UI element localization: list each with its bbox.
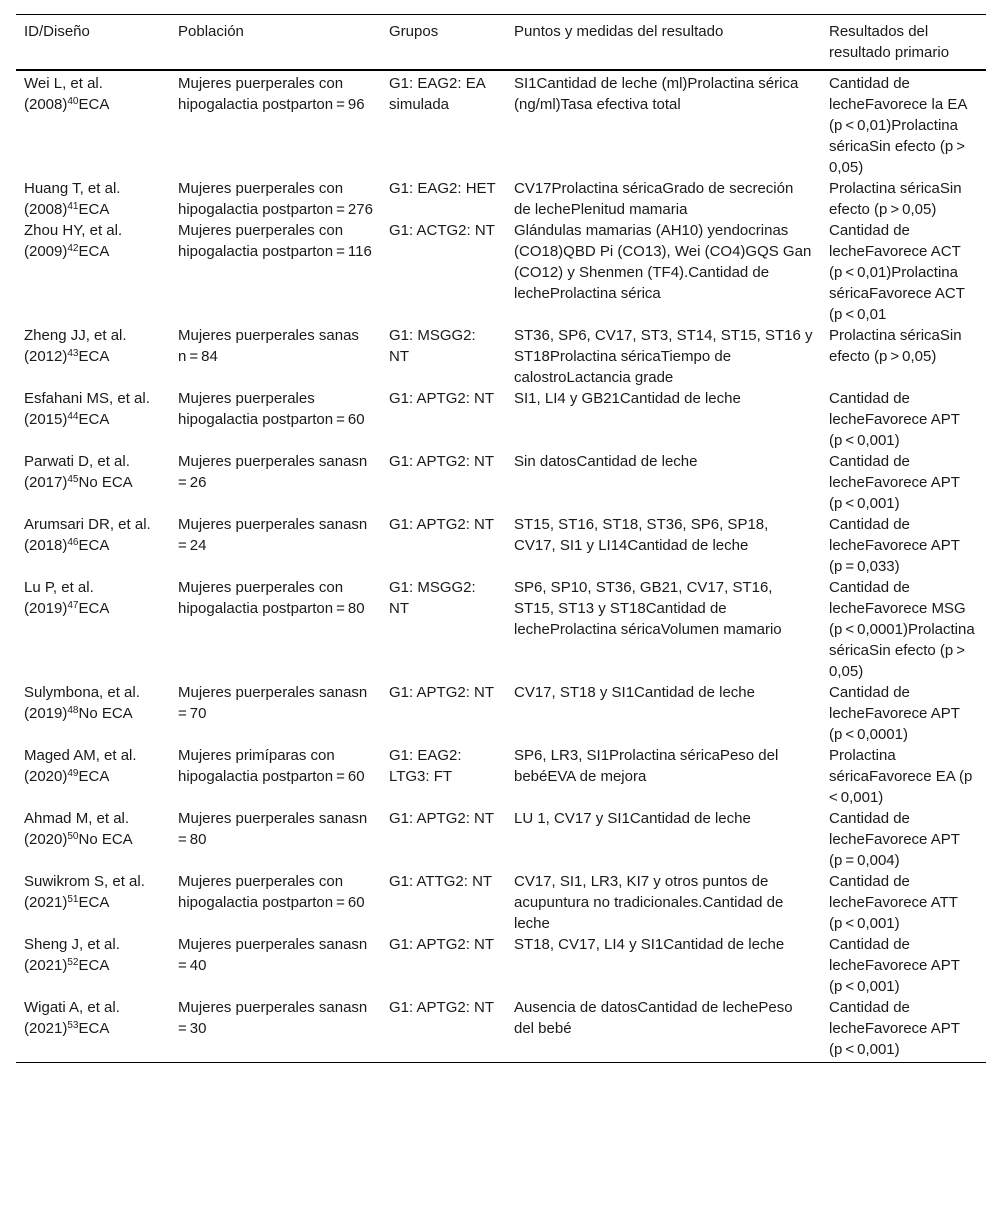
table-row (16, 178, 986, 220)
cell-population (170, 70, 381, 178)
cell-groups-text: G1: ACTG2: NT (389, 222, 495, 239)
cell-results (821, 388, 986, 451)
cell-results (821, 514, 986, 577)
study-author: Parwati D, et al. (2017) (24, 453, 130, 491)
cell-points (506, 514, 821, 577)
cell-population-text: Mujeres puerperales sanasn = 80 (178, 810, 371, 848)
cell-population (170, 997, 381, 1063)
cell-id (16, 871, 170, 934)
table-header (16, 15, 986, 71)
table-row (16, 808, 986, 871)
study-author: Sheng J, et al. (2021) (24, 936, 120, 974)
cell-groups-text: G1: APTG2: NT (389, 810, 495, 827)
cell-results-text: Cantidad de lecheFavorece APT (p < 0,001) (829, 936, 960, 995)
cell-id (16, 220, 170, 325)
cell-groups (381, 514, 506, 577)
reference-number: 49 (67, 768, 79, 779)
cell-groups (381, 220, 506, 325)
study-design: No ECA (78, 474, 133, 491)
header-row (16, 15, 986, 71)
cell-population-text: Mujeres puerperales sanasn = 40 (178, 936, 371, 974)
cell-population-text: Mujeres puerperales hipogalactia postparton = 60 (178, 390, 365, 428)
study-design: ECA (78, 243, 110, 260)
cell-groups-text: G1: APTG2: NT (389, 516, 495, 533)
cell-points (506, 178, 821, 220)
study-author: Suwikrom S, et al. (2021) (24, 873, 145, 911)
cell-id (16, 997, 170, 1063)
cell-points-text: Ausencia de datosCantidad de lechePeso del bebé (514, 999, 793, 1037)
reference-number: 44 (67, 411, 79, 422)
study-design: No ECA (78, 831, 133, 848)
reference-number: 50 (67, 831, 79, 842)
cell-population-text: Mujeres puerperales con hipogalactia postparton = 276 (178, 180, 373, 218)
cell-points-text: SI1, LI4 y GB21Cantidad de leche (514, 390, 741, 407)
cell-groups (381, 70, 506, 178)
table-row (16, 997, 986, 1063)
header-groups: Grupos (389, 23, 439, 40)
cell-groups (381, 577, 506, 682)
study-author: Sulymbona, et al. (2019) (24, 684, 140, 722)
cell-points (506, 871, 821, 934)
cell-results (821, 682, 986, 745)
study-author: Zheng JJ, et al. (2012) (24, 327, 127, 365)
cell-groups-text: G1: APTG2: NT (389, 390, 495, 407)
cell-results (821, 808, 986, 871)
study-design: ECA (78, 1020, 110, 1037)
cell-id (16, 934, 170, 997)
cell-points-text: SP6, LR3, SI1Prolactina séricaPeso del bebéEVA de mejora (514, 747, 779, 785)
cell-points (506, 808, 821, 871)
cell-results (821, 220, 986, 325)
reference-number: 51 (67, 894, 79, 905)
cell-groups-text: G1: MSGG2: NT (389, 579, 476, 617)
document (16, 14, 986, 1063)
cell-population (170, 178, 381, 220)
cell-population-text: Mujeres puerperales con hipogalactia postparton = 80 (178, 579, 365, 617)
reference-number: 52 (67, 957, 79, 968)
cell-groups (381, 808, 506, 871)
header-id: ID/Diseño (24, 23, 90, 40)
cell-population-text: Mujeres puerperales sanas n = 84 (178, 327, 359, 365)
table-row (16, 577, 986, 682)
reference-number: 47 (67, 600, 79, 611)
cell-population (170, 325, 381, 388)
cell-population-text: Mujeres puerperales con hipogalactia postparton = 96 (178, 75, 365, 113)
cell-results (821, 70, 986, 178)
cell-id (16, 388, 170, 451)
header-results: Resultados del resultado primario (829, 23, 950, 61)
cell-results (821, 871, 986, 934)
cell-population-text: Mujeres primíparas con hipogalactia postparton = 60 (178, 747, 365, 785)
table-row (16, 451, 986, 514)
cell-id (16, 745, 170, 808)
table-row (16, 514, 986, 577)
cell-groups-text: G1: APTG2: NT (389, 999, 495, 1016)
table-row (16, 682, 986, 745)
table-row (16, 745, 986, 808)
cell-population (170, 451, 381, 514)
cell-points-text: LU 1, CV17 y SI1Cantidad de leche (514, 810, 751, 827)
cell-results-text: Cantidad de lecheFavorece APT (p < 0,0001) (829, 684, 960, 743)
cell-groups-text: G1: EAG2: LTG3: FT (389, 747, 462, 785)
cell-id (16, 514, 170, 577)
cell-results-text: Cantidad de lecheFavorece APT (p = 0,033) (829, 516, 960, 575)
study-design: ECA (78, 894, 110, 911)
cell-groups (381, 325, 506, 388)
cell-points-text: SI1Cantidad de leche (ml)Prolactina sérica (ng/ml)Tasa efectiva total (514, 75, 799, 113)
cell-results-text: Cantidad de lecheFavorece APT (p = 0,004) (829, 810, 960, 869)
study-author: Arumsari DR, et al. (2018) (24, 516, 151, 554)
cell-points (506, 997, 821, 1063)
cell-population-text: Mujeres puerperales sanasn = 26 (178, 453, 371, 491)
cell-groups (381, 871, 506, 934)
cell-id (16, 70, 170, 178)
cell-id (16, 577, 170, 682)
cell-results-text: Cantidad de lecheFavorece ATT (p < 0,001) (829, 873, 958, 932)
cell-points-text: CV17, ST18 y SI1Cantidad de leche (514, 684, 755, 701)
cell-population (170, 934, 381, 997)
cell-groups (381, 451, 506, 514)
cell-id (16, 178, 170, 220)
cell-population-text: Mujeres puerperales con hipogalactia postparton = 60 (178, 873, 365, 911)
cell-results-text: Cantidad de lecheFavorece APT (p < 0,001) (829, 390, 960, 449)
cell-groups-text: G1: EAG2: HET (389, 180, 496, 197)
cell-population-text: Mujeres puerperales sanasn = 70 (178, 684, 371, 722)
study-author: Wigati A, et al. (2021) (24, 999, 120, 1037)
reference-number: 46 (67, 537, 79, 548)
cell-population-text: Mujeres puerperales sanasn = 24 (178, 516, 371, 554)
cell-points-text: Glándulas mamarias (AH10) yendocrinas (CO18)QBD Pi (CO13), Wei (CO4)GQS Gan (CO12) y Shenmen (TF4).Cantidad de lecheProlactina sérica (514, 222, 812, 302)
cell-population (170, 682, 381, 745)
cell-groups-text: G1: APTG2: NT (389, 684, 495, 701)
reference-number: 40 (67, 96, 79, 107)
study-author: Zhou HY, et al. (2009) (24, 222, 123, 260)
cell-results (821, 577, 986, 682)
cell-results (821, 934, 986, 997)
cell-results-text: Prolactina séricaSin efecto (p > 0,05) (829, 180, 962, 218)
cell-groups (381, 682, 506, 745)
cell-points-text: ST36, SP6, CV17, ST3, ST14, ST15, ST16 y ST18Prolactina séricaTiempo de calostroLactancia grade (514, 327, 813, 386)
cell-results-text: Cantidad de lecheFavorece la EA (p < 0,01)Prolactina séricaSin efecto (p > 0,05) (829, 75, 968, 176)
cell-population (170, 745, 381, 808)
cell-points (506, 577, 821, 682)
cell-groups-text: G1: APTG2: NT (389, 936, 495, 953)
study-author: Ahmad M, et al. (2020) (24, 810, 130, 848)
study-author: Huang T, et al. (2008) (24, 180, 121, 218)
study-design: ECA (78, 348, 110, 365)
header-points: Puntos y medidas del resultado (514, 23, 724, 40)
cell-points (506, 451, 821, 514)
cell-points (506, 388, 821, 451)
cell-points (506, 682, 821, 745)
table-row (16, 934, 986, 997)
cell-groups (381, 178, 506, 220)
cell-id (16, 682, 170, 745)
cell-results-text: Prolactina séricaFavorece EA (p < 0,001) (829, 747, 976, 806)
study-author: Maged AM, et al. (2020) (24, 747, 137, 785)
reference-number: 42 (67, 243, 79, 254)
table-row (16, 220, 986, 325)
reference-number: 48 (67, 705, 79, 716)
cell-groups-text: G1: APTG2: NT (389, 453, 495, 470)
cell-points-text: ST15, ST16, ST18, ST36, SP6, SP18, CV17, SI1 y LI14Cantidad de leche (514, 516, 769, 554)
cell-results (821, 451, 986, 514)
cell-results (821, 178, 986, 220)
cell-population (170, 514, 381, 577)
reference-number: 53 (67, 1020, 79, 1031)
cell-results-text: Cantidad de lecheFavorece ACT (p < 0,01)Prolactina séricaFavorece ACT (p < 0,01 (829, 222, 965, 323)
cell-population (170, 220, 381, 325)
header-population: Población (178, 23, 244, 40)
cell-results-text: Cantidad de lecheFavorece MSG (p < 0,0001)Prolactina séricaSin efecto (p > 0,05) (829, 579, 975, 680)
cell-population (170, 577, 381, 682)
cell-groups (381, 997, 506, 1063)
cell-population (170, 808, 381, 871)
cell-population-text: Mujeres puerperales con hipogalactia postparton = 116 (178, 222, 372, 260)
cell-groups-text: G1: ATTG2: NT (389, 873, 493, 890)
cell-results-text: Prolactina séricaSin efecto (p > 0,05) (829, 327, 962, 365)
cell-groups-text: G1: EAG2: EA simulada (389, 75, 485, 113)
cell-id (16, 451, 170, 514)
reference-number: 45 (67, 474, 79, 485)
cell-groups (381, 745, 506, 808)
cell-points (506, 70, 821, 178)
table-row (16, 871, 986, 934)
cell-groups-text: G1: MSGG2: NT (389, 327, 476, 365)
cell-population (170, 388, 381, 451)
study-author: Wei L, et al. (2008) (24, 75, 103, 113)
cell-points-text: Sin datosCantidad de leche (514, 453, 698, 470)
studies-table (16, 14, 986, 1063)
cell-results-text: Cantidad de lecheFavorece APT (p < 0,001) (829, 999, 960, 1058)
table-body (16, 70, 986, 1063)
study-author: Esfahani MS, et al. (2015) (24, 390, 150, 428)
table-row (16, 388, 986, 451)
cell-points-text: CV17, SI1, LR3, KI7 y otros puntos de acupuntura no tradicionales.Cantidad de leche (514, 873, 784, 932)
cell-groups (381, 388, 506, 451)
study-design: ECA (78, 96, 110, 113)
cell-results (821, 325, 986, 388)
table-row (16, 325, 986, 388)
study-design: ECA (78, 600, 110, 617)
cell-points (506, 220, 821, 325)
cell-groups (381, 934, 506, 997)
cell-points (506, 934, 821, 997)
cell-id (16, 325, 170, 388)
cell-population (170, 871, 381, 934)
reference-number: 41 (67, 201, 79, 212)
cell-points (506, 745, 821, 808)
study-design: ECA (78, 768, 110, 785)
reference-number: 43 (67, 348, 79, 359)
study-design: ECA (78, 411, 110, 428)
cell-results (821, 997, 986, 1063)
cell-results-text: Cantidad de lecheFavorece APT (p < 0,001) (829, 453, 960, 512)
cell-points-text: ST18, CV17, LI4 y SI1Cantidad de leche (514, 936, 785, 953)
cell-points-text: CV17Prolactina séricaGrado de secreción de lechePlenitud mamaria (514, 180, 794, 218)
cell-population-text: Mujeres puerperales sanasn = 30 (178, 999, 371, 1037)
study-author: Lu P, et al. (2019) (24, 579, 94, 617)
cell-id (16, 808, 170, 871)
study-design: ECA (78, 957, 110, 974)
cell-points (506, 325, 821, 388)
study-design: ECA (78, 201, 110, 218)
study-design: No ECA (78, 705, 133, 722)
table-row (16, 70, 986, 178)
cell-results (821, 745, 986, 808)
cell-points-text: SP6, SP10, ST36, GB21, CV17, ST16, ST15, ST13 y ST18Cantidad de lecheProlactina séricaVolumen mamario (514, 579, 782, 638)
study-design: ECA (78, 537, 110, 554)
